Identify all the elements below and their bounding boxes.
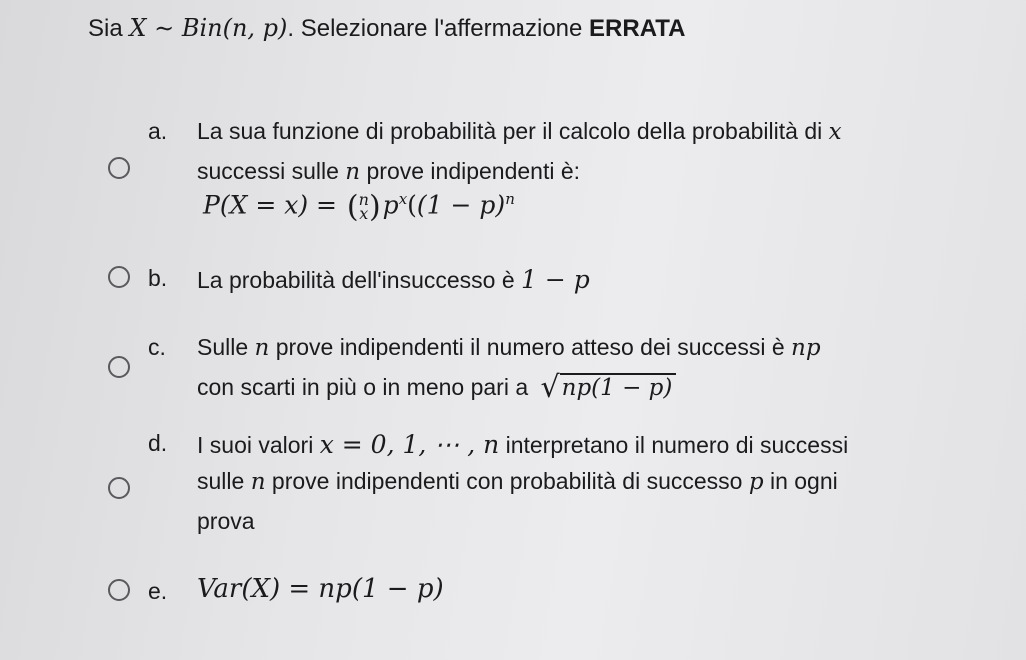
binomial-coefficient: (n x) — [346, 189, 381, 225]
option-letter-a: a. — [148, 118, 168, 144]
question-math: X ∼ Bin(n, p) — [129, 14, 288, 42]
option-letter-b: b. — [148, 265, 168, 291]
option-a-line1: La sua funzione di probabilità per il calcolo della probabilità di x — [197, 118, 842, 145]
option-b-line: La probabilità dell'insuccesso è 1 − p — [197, 265, 590, 294]
option-letter-c: c. — [148, 334, 166, 360]
radio-button-c[interactable] — [108, 356, 130, 378]
question-prefix: Sia — [88, 15, 123, 42]
option-letter-d: d. — [148, 430, 168, 456]
sqrt-expression: √np(1 − p) — [541, 375, 677, 401]
radio-button-d[interactable] — [108, 477, 130, 499]
question-title — [88, 14, 685, 43]
option-a-line2: successi sulle n prove indipendenti è: — [197, 158, 581, 185]
option-c-line1: Sulle n prove indipendenti il numero atteso dei successi è np — [197, 334, 821, 361]
question-text: . Selezionare l'affermazione — [287, 15, 583, 42]
option-a-formula: P(X = x) = (n $x)p^x((1 - p)^n$ — [203, 189, 515, 225]
option-letter-e: e. — [148, 578, 168, 604]
option-c-line2: con scarti in più o in meno pari a √np(1 − p) — [197, 370, 676, 405]
option-d-line3: prova — [197, 508, 255, 534]
radio-button-b[interactable] — [108, 266, 130, 288]
question-emphasis: ERRATA — [589, 15, 686, 42]
radio-button-e[interactable] — [108, 579, 130, 601]
option-d-line1: I suoi valori x = 0, 1, ⋯ , n interpretano il numero di successi — [197, 430, 849, 459]
radio-button-a[interactable] — [108, 157, 130, 179]
option-e-formula: Var(X) = np(1 − p) — [197, 574, 444, 604]
option-d-line2: sulle n prove indipendenti con probabilità di successo p in ogni — [197, 468, 838, 495]
